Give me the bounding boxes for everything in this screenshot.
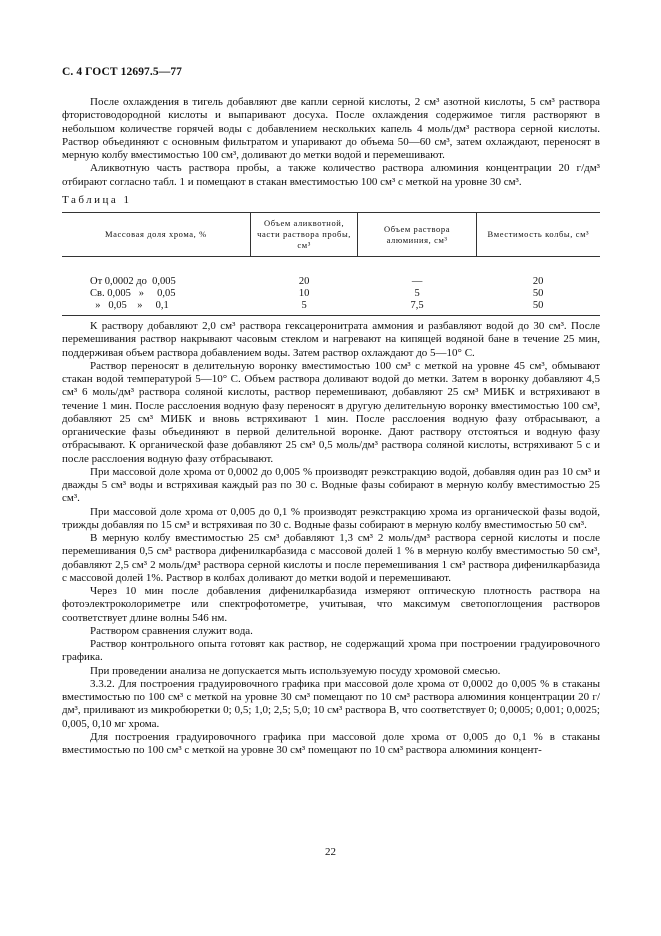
table-header-row [62,213,600,257]
table-cell: 50 [476,300,600,316]
table-cell: 10 [298,288,310,299]
table-cell: 20 [532,276,544,287]
table-cell: — [411,276,423,287]
table-header-cell: Объем раствора алюминия, см³ [358,213,476,257]
paragraph: Для построения градуировочного графика при массовой доле хрома от 0,005 до 0,1 % в стаканы вместимостью по 100 см³ с меткой на уровне 30 см³ помещают по 10 см³ раствора алюминия концент- [62,730,600,756]
paragraph: При массовой доле хрома от 0,0002 до 0,005 % производят реэкстракцию водой, добавляя один раз 10 см³ и дважды 5 см³ воды и встряхивая каждый раз по 30 с. Водные фазы собирают в мерную колбу вместимостью 25 см³. [62,465,600,505]
paragraph: 3.3.2. Для построения градуировочного графика при массовой доле хрома от 0,0002 до 0,005 % в стаканы вместимостью по 100 см³ с меткой на уровне 30 см³ помещают по 10 см³ раствора алюминия концентрации 20 г/дм³, приливают из микробюретки 0; 0,5; 1,0; 2,5; 5,0; 10 см³ раствора В, что соответствует 0; 0,0005; 0,001; 0,0025; 0,005, 0,10 мг хрома. [62,677,600,730]
table-cell: 5 [250,300,358,316]
paragraph: Раствор контрольного опыта готовят как раствор, не содержащий хрома при построении градуировочного графика. [62,638,600,664]
paragraph: Раствор переносят в делительную воронку вместимостью 100 см³ с меткой на уровне 45 см³, обмывают стакан водой температурой 5—10° С. Объем раствора доливают водой до метки. Затем в воронку добавляют 4,5 см³ 6 моль/дм³ раствора соляной кислоты, раствор перемешивают, добавляют 25 см³ МИБК и встряхивают в течение 1 мин. После расслоения водную фазу переносят в другую делительную воронку вместимостью 100 см³, добавляют 25 см³ МИБК и вновь встряхивают 1 мин. После расслоения водную фазу отбрасывают, а органические фазы объединяют в первой делительной воронке. Дают раствору отстояться и водную фазу отбрасывают. К органической фазе добавляют 25 см³ 0,5 моль/дм³ раствора соляной кислоты, встряхивают 5 с и после расслоения водную фазу отбрасывают. [62,359,600,465]
page-number: 22 [325,846,336,858]
table-header-cell: Вместимость колбы, см³ [476,213,600,257]
paragraph: Через 10 мин после добавления дифенилкарбазида измеряют оптическую плотность раствора на фотоэлектроколориметре или спектрофотометре, учитывая, что максимум светопоглощения растворов соответствует длине волны 546 нм. [62,585,600,624]
table-cell: 5 [414,288,420,299]
table-cell: 20 [298,276,310,287]
table-row [62,300,600,316]
table-row [62,257,600,289]
page-header: С. 4 ГОСТ 12697.5—77 [62,66,183,78]
body-text [62,96,600,757]
paragraph: При проведении анализа не допускается мыть используемую посуду хромовой смесью. [90,664,501,677]
table-cell: 7,5 [358,300,476,316]
table-header-cell: Массовая доля хрома, % [62,213,250,257]
table-header-cell: Объем аликвотной, части раствора пробы, см³ [250,213,358,257]
paragraph: В мерную колбу вместимостью 25 см³ добавляют 1,3 см³ 2 моль/дм³ раствора серной кислоты и после перемешивания 0,5 см³ раствора дифенилкарбазида с массовой долей 1 % в мерную колбу вместимостью 50 см³, добавляют 2,5 см³ 2 моль/дм³ раствора серной кислоты и после перемешивания 1 см³ раствора дифенилкарбазида с массовой долей 1%. Раствор в колбах доливают до метки водой и перемешивают. [62,532,600,584]
table-cell: » 0,05 » 0,1 [62,300,250,316]
paragraph: К раствору добавляют 2,0 см³ раствора гексацеронитрата аммония и разбавляют водой до 30 см³. После перемешивания раствор накрывают часовым стеклом и нагревают на кипящей водяной бане в течение 25 мин, поддерживая объем раствора добавлением воды. Затем раствор охлаждают до 5—10° С. [62,320,600,359]
table-row [62,288,600,300]
table-cell: От 0,0002 до 0,005 [90,276,176,287]
table-cell: Св. 0,005 » 0,05 [90,288,176,299]
table-cell: 50 [532,288,544,299]
paragraph: Аликвотную часть раствора пробы, а также количество раствора алюминия концентрации 20 г/дм³ отбирают согласно табл. 1 и помещают в стакан вместимостью 100 см³ с меткой на уровне 30 см³. [62,162,600,188]
paragraph: При массовой доле хрома от 0,005 до 0,1 % производят реэкстракцию хрома из органической фазы водой, трижды добавляя по 15 см³ и встряхивая по 30 с. Водные фазы собирают в мерную колбу вместимостью 50 см³. [62,505,600,531]
paragraph: Раствором сравнения служит вода. [90,624,253,637]
table-caption: Таблица 1 [62,193,132,206]
table-1 [62,212,600,316]
paragraph: После охлаждения в тигель добавляют две капли серной кислоты, 2 см³ азотной кислоты, 5 см³ раствора фтористоводородной кислоты и выпаривают досуха. После охлаждения содержимое тигля растворяют в небольшом количестве горячей воды с добавлением нескольких капель 4 моль/дм³ раствора серной кислоты. Раствор объединяют с основным фильтратом и упаривают до объема 50—60 см³, затем охлаждают, переносят в мерную колбу вместимостью 100 см³, доливают до метки водой и перемешивают. [62,96,600,161]
